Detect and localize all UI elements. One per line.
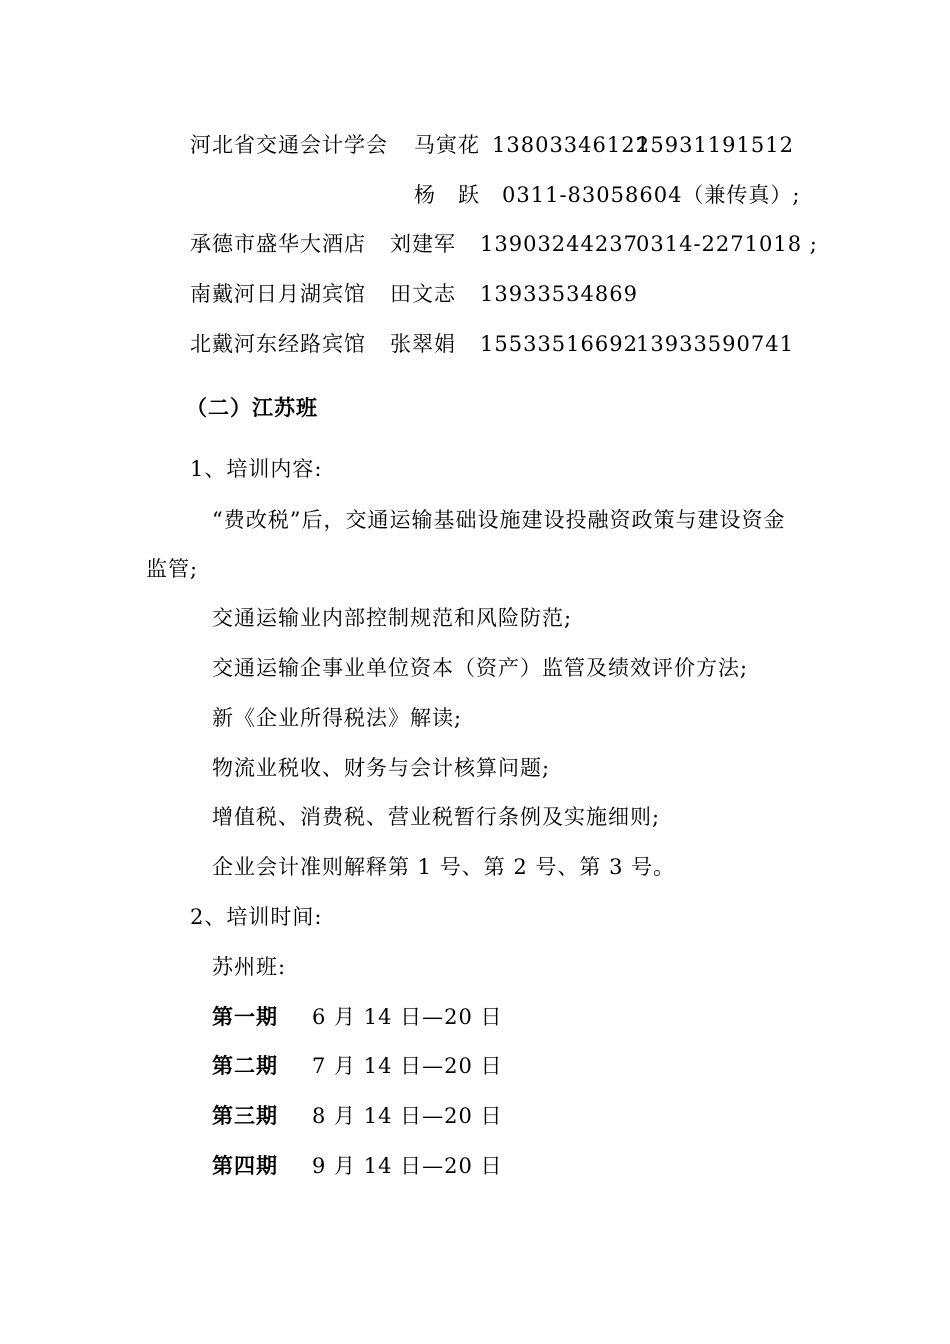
session-dates: 8 月 14 日—20 日 <box>312 1104 503 1128</box>
contact-org: 承德市盛华大酒店 <box>190 232 366 256</box>
contact-name: 田文志 <box>390 282 456 306</box>
contact-phone: 15533516692 <box>480 332 638 356</box>
contact-org: 南戴河日月湖宾馆 <box>190 282 366 306</box>
content-item: “费改税”后，交通运输基础设施建设投融资政策与建设资金 <box>212 508 786 532</box>
contact-org: 北戴河东经路宾馆 <box>190 332 366 356</box>
contact-name: 杨 跃 <box>414 183 480 207</box>
contact-phone: 13803346122 <box>492 133 650 157</box>
contact-name: 马寅花 <box>414 133 480 157</box>
content-item: 新《企业所得税法》解读; <box>212 706 463 730</box>
content-item: 交通运输企事业单位资本（资产）监管及绩效评价方法; <box>212 656 749 680</box>
time-heading: 2、培训时间: <box>190 905 323 929</box>
content-item: 物流业税收、财务与会计核算问题; <box>212 756 551 780</box>
city-label: 苏州班: <box>212 955 287 979</box>
content-item: 增值税、消费税、营业税暂行条例及实施细则; <box>212 805 661 829</box>
section-title: （二）江苏班 <box>186 396 318 420</box>
contact-org: 河北省交通会计学会 <box>190 133 388 157</box>
session-dates: 9 月 14 日—20 日 <box>312 1154 503 1178</box>
session-dates: 6 月 14 日—20 日 <box>312 1005 503 1029</box>
content-heading: 1、培训内容: <box>190 457 323 481</box>
content-item: 交通运输业内部控制规范和风险防范; <box>212 606 573 630</box>
contact-phone: 13933534869 <box>480 282 638 306</box>
contact-phone: 15931191512 <box>636 133 794 157</box>
contact-phone: 0311-83058604（兼传真）; <box>502 183 801 207</box>
contact-name: 张翠娟 <box>390 332 456 356</box>
session-label: 第一期 <box>212 1005 278 1029</box>
contact-phone: 13903244237 <box>480 232 638 256</box>
contact-phone: 0314-2271018 ; <box>636 232 818 256</box>
session-label: 第三期 <box>212 1104 278 1128</box>
content-item: 企业会计准则解释第 1 号、第 2 号、第 3 号。 <box>212 855 676 879</box>
contact-name: 刘建军 <box>390 232 456 256</box>
content-item: 监管; <box>146 557 199 581</box>
session-label: 第二期 <box>212 1054 278 1078</box>
session-label: 第四期 <box>212 1154 278 1178</box>
session-dates: 7 月 14 日—20 日 <box>312 1054 503 1078</box>
contact-phone: 13933590741 <box>636 332 794 356</box>
